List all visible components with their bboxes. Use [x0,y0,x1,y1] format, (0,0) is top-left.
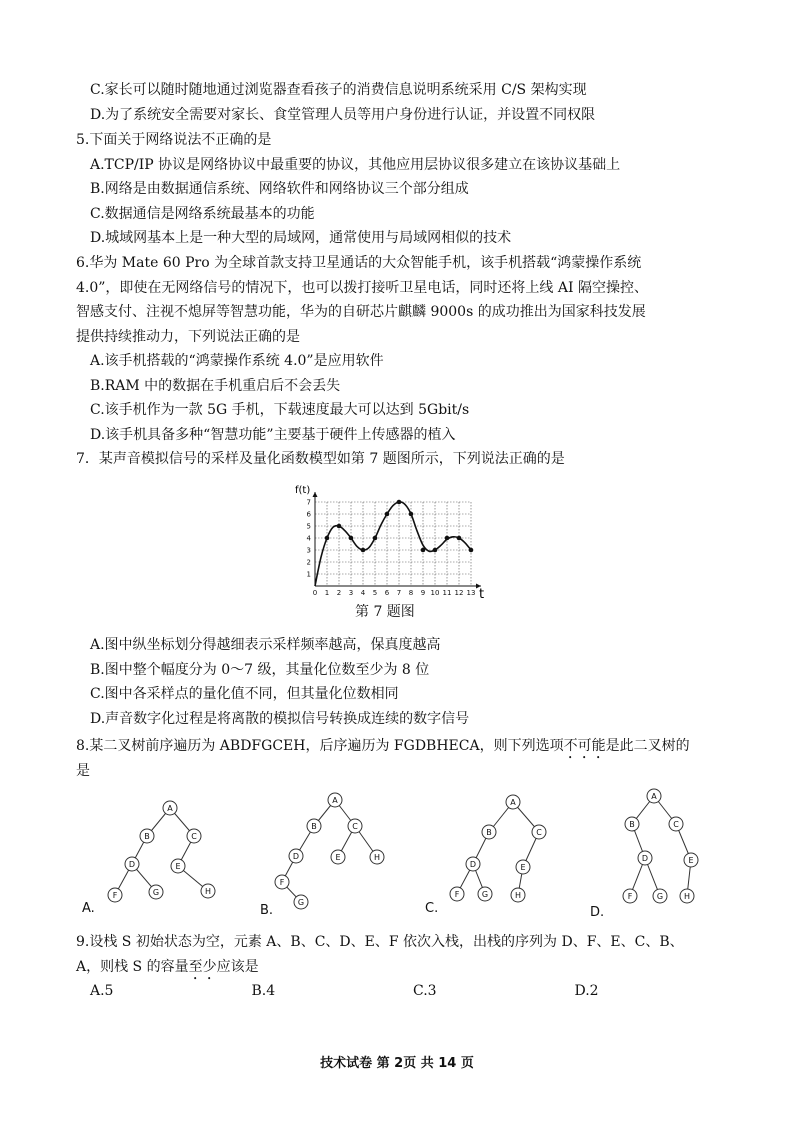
tree-node-label: D [641,854,649,863]
tree-node-label: A [332,796,338,805]
x-tick-label: 9 [420,589,426,597]
q6-option-b: B.RAM 中的数据在手机重启后不会丢失 [90,377,341,394]
tree-node-label: C [536,828,542,837]
sample-point [409,512,414,517]
chart-tick-labels [307,499,476,598]
tree-node-label: H [683,892,691,901]
tree-node-label: B [629,820,635,829]
q4-options-tail [90,78,730,127]
chart-curve [315,502,471,586]
tree-node-label: E [688,856,694,865]
tree-node-label: B [311,822,317,831]
chart-ylabel: f(t) [295,485,311,496]
tree-node-label: H [373,853,381,862]
q6-stem-line: 提供持续推动力，下列说法正确的是 [76,328,300,345]
tree-option-label: A. [82,901,95,916]
sample-point [325,536,330,541]
tree-node-label: D [128,860,136,869]
q6-option-d: D.该手机具备多种“智慧功能”主要基于硬件上传感器的植入 [90,426,456,443]
question-9 [76,930,736,1004]
page-footer: 技术试卷 第 2页 共 14 页 [320,1056,474,1071]
x-tick-label: 10 [430,589,440,597]
y-tick-label: 3 [306,546,311,555]
sample-point [445,536,450,541]
q7-option-b: B.图中整个幅度分为 0～7 级，其量化位数至少为 8 位 [90,661,430,678]
q9-options [76,979,736,1004]
q9-option-d: D.2 [574,983,599,999]
q7-sampling-chart [295,483,485,598]
q9-option-a: A.5 [90,983,114,999]
question-8-stem [76,734,736,783]
q7-option-c: C.图中各采样点的量化值不同，但其量化位数相同 [90,686,399,702]
x-tick-label: 2 [336,589,342,597]
x-tick-label: 6 [384,589,390,597]
tree-option-label: D. [590,905,605,920]
question-7-options [90,633,730,731]
tree-node-label: F [279,878,285,887]
x-tick-label: 0 [312,589,318,597]
q4-option-c: C.家长可以随时随地通过浏览器查看孩子的消费信息说明系统采用 C/S 架构实现 [90,82,587,98]
q7-option-d: D.声音数字化过程是将离散的模拟信号转换成连续的数字信号 [90,710,470,727]
tree-node-label: H [204,887,212,896]
q9-option-b: B.4 [251,983,276,999]
q7-stem: 7．某声音模拟信号的采样及量化函数模型如第 7 题图所示，下列说法正确的是 [76,451,565,467]
sample-point [433,548,438,553]
x-tick-label: 8 [408,589,414,597]
y-tick-label: 1 [306,570,311,579]
q7-figure-caption: 第 7 题图 [355,604,415,620]
q8-tree-options [70,786,730,926]
question-5 [76,128,716,251]
q8-stem-emphasis: 不可能 [563,738,606,754]
q5-option-c: C.数据通信是网络系统最基本的功能 [90,205,315,222]
tree-option-b [260,793,384,918]
tree-option-label: C. [425,901,439,916]
tree-option-c [425,795,546,916]
q5-stem: 5.下面关于网络说法不正确的是 [76,132,272,148]
x-tick-label: 3 [348,589,354,597]
tree-node-label: G [297,898,305,907]
sample-point [373,536,378,541]
x-tick-label: 7 [396,589,402,597]
q6-option-a: A.该手机搭载的“鸿蒙操作系统 4.0”是应用软件 [90,353,384,369]
tree-node-label: F [627,892,633,901]
sample-point [397,500,402,505]
q6-option-c: C.该手机作为一款 5G 手机，下载速度最大可以达到 5Gbit/s [90,402,470,418]
q9-stem-line1: 9.设栈 S 初始状态为空，元素 A、B、C、D、E、F 依次入栈，出栈的序列为 D、F、E、C、B、 [76,934,684,950]
chart-xlabel: t [479,587,485,598]
q6-stem-line: 智感支付、注视不熄屏等智慧功能，华为的自研芯片麒麟 9000s 的成功推出为国家科技发展 [76,304,646,320]
sample-point [469,548,474,553]
q8-stem-line1 [76,734,736,759]
question-7-stem [76,447,716,472]
x-tick-label: 13 [466,589,476,597]
tree-node-label: C [352,822,358,831]
q5-option-b: B.网络是由数据通信系统、网络软件和网络协议三个部分组成 [90,181,469,197]
tree-option-a [82,801,215,916]
q5-option-d: D.城域网基本上是一种大型的局域网，通常使用与局域网相似的技术 [90,230,512,246]
tree-option-label: B. [260,903,274,918]
y-tick-label: 4 [306,534,311,543]
tree-node-label: E [520,863,526,872]
sample-point [457,536,462,541]
tree-node-label: E [175,862,181,871]
tree-node-label: D [292,852,300,861]
y-tick-label: 7 [306,498,311,507]
q4-option-d: D.为了系统安全需要对家长、食堂管理人员等用户身份进行认证，并设置不同权限 [90,106,596,123]
tree-node-label: B [144,832,150,841]
tree-node-label: G [656,892,664,901]
tree-node-label: A [510,798,516,807]
q8-stem-text: 是此二叉树的 [605,738,690,754]
y-axis-arrow [313,492,318,497]
q6-stem-line: 6.华为 Mate 60 Pro 为全球首款支持卫星通话的大众智能手机，该手机搭载“鸿蒙操作系统 [76,255,642,271]
y-tick-label: 2 [306,558,311,567]
tree-node-label: G [481,890,489,899]
q8-stem-line2: 是 [76,762,90,779]
tree-node-label: A [167,804,173,813]
x-tick-label: 4 [360,589,366,597]
q9-stem-text: A，则栈 S 的容量 [76,958,189,975]
sample-point [385,512,390,517]
q6-stem-line: 4.0”，即使在无网络信号的情况下，也可以拨打接听卫星电话，同时还将上线 AI 隔空操控、 [76,279,648,296]
q8-stem-text: 8.某二叉树前序遍历为 ABDFGCEH，后序遍历为 FGDBHECA，则下列选项 [76,738,564,754]
sample-point [349,536,354,541]
q9-stem-emphasis: 至少 [188,958,217,975]
signal-curve [315,502,471,586]
tree-node-label: B [486,828,492,837]
tree-node-label: D [469,860,477,869]
x-tick-label: 12 [454,589,464,597]
sample-point [337,524,342,529]
question-6 [76,251,736,447]
chart-grid [315,502,471,586]
y-tick-label: 6 [306,510,311,519]
tree-node-label: C [191,832,197,841]
tree-node-label: F [112,891,118,900]
x-tick-label: 1 [324,589,330,597]
tree-node-label: C [673,820,679,829]
tree-node-label: E [335,853,341,862]
tree-node-label: F [454,890,460,899]
q9-stem-text: 应该是 [216,958,259,975]
x-tick-label: 11 [442,589,452,597]
y-tick-label: 5 [306,522,311,531]
q7-option-a: A.图中纵坐标划分得越细表示采样频率越高，保真度越高 [90,637,441,653]
q9-stem-line2 [76,955,736,980]
sample-point [421,548,426,553]
sample-point [361,548,366,553]
q5-option-a: A.TCP/IP 协议是网络协议中最重要的协议，其他应用层协议很多建立在该协议基础上 [90,156,621,173]
x-tick-label: 5 [372,589,378,597]
q9-option-c: C.3 [413,983,437,999]
tree-node-label: H [514,891,522,900]
tree-node-label: G [152,888,160,897]
tree-option-d [590,789,698,920]
tree-node-label: A [651,792,657,801]
